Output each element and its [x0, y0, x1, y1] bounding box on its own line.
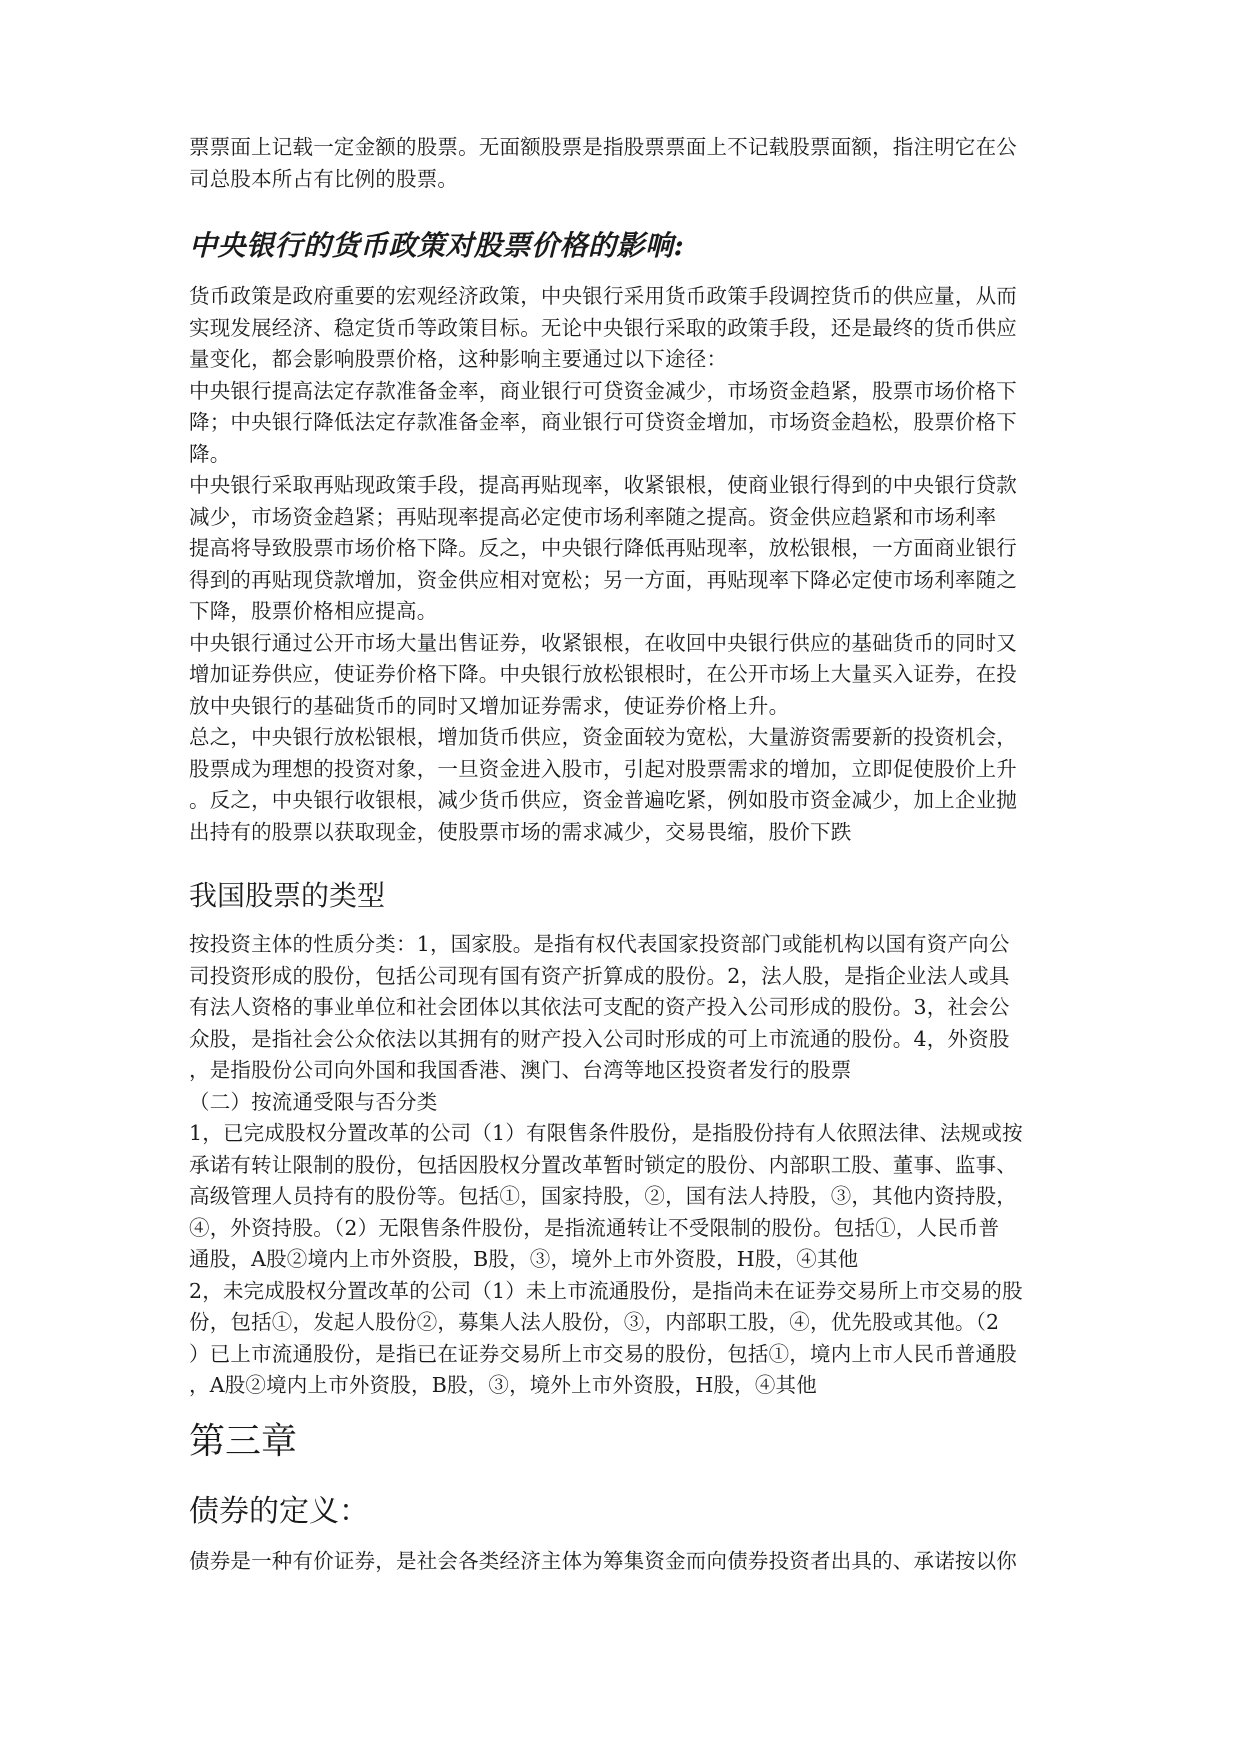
text-line: 总之，中央银行放松银根，增加货币供应，资金面较为宽松，大量游资需要新的投资机会， — [189, 725, 1017, 749]
text-line: 份，包括①，发起人股份②，募集人法人股份，③，内部职工股，④，优先股或其他。（2 — [189, 1310, 1000, 1334]
text-line: 股票成为理想的投资对象，一旦资金进入股市，引起对股票需求的增加，立即促使股价上升 — [189, 756, 1017, 781]
section-heading-bond-definition: 债券的定义： — [189, 1494, 369, 1529]
text-line: ，是指股份公司向外国和我国香港、澳门、台湾等地区投资者发行的股票 — [189, 1058, 852, 1082]
text-line: 有法人资格的事业单位和社会团体以其依法可支配的资产投入公司形成的股份。3，社会公 — [189, 995, 1010, 1019]
text-line: 中央银行采取再贴现政策手段，提高再贴现率，收紧银根，使商业银行得到的中央银行贷款 — [189, 473, 1017, 497]
text-line: 按投资主体的性质分类：1，国家股。是指有权代表国家投资部门或能机构以国有资产向公 — [189, 932, 1010, 956]
text-line: 中央银行提高法定存款准备金率，商业银行可贷资金减少，市场资金趋紧，股票市场价格下 — [189, 378, 1017, 403]
text-line: 通股，A股②境内上市外资股，B股，③，境外上市外资股，H股，④其他 — [189, 1247, 859, 1271]
text-line: 司投资形成的股份，包括公司现有国有资产折算成的股份。2，法人股，是指企业法人或具 — [189, 963, 1010, 988]
text-line: 下降，股票价格相应提高。 — [189, 599, 438, 623]
text-line: 高级管理人员持有的股份等。包括①，国家持股，②，国有法人持股，③，其他内资持股， — [189, 1184, 1017, 1208]
text-line: 债券是一种有价证券，是社会各类经济主体为筹集资金而向债券投资者出具的、承诺按以你 — [189, 1549, 1017, 1573]
text-line: 实现发展经济、稳定货币等政策目标。无论中央银行采取的政策手段，还是最终的货币供应 — [189, 315, 1017, 340]
text-line: 得到的再贴现贷款增加，资金供应相对宽松；另一方面，再贴现率下降必定使市场利率随之 — [189, 567, 1017, 592]
intro-paragraph — [189, 132, 1059, 195]
chapter-heading: 第三章 — [189, 1421, 298, 1462]
text-line: 放中央银行的基础货币的同时又增加证券需求，使证券价格上升。 — [189, 693, 790, 718]
text-line: 1，已完成股权分置改革的公司（1）有限售条件股份，是指股份持有人依照法律、法规或按 — [189, 1121, 1023, 1145]
section-bond-definition-body — [189, 1546, 1059, 1578]
text-line: 降。 — [189, 441, 231, 466]
text-line: 。反之，中央银行收银根，减少货币供应，资金普遍吃紧，例如股市资金减少，加上企业抛 — [189, 788, 1017, 812]
text-line: 2，未完成股权分置改革的公司（1）未上市流通股份，是指尚未在证券交易所上市交易的股 — [189, 1278, 1023, 1303]
section-monetary-policy-body — [189, 281, 1059, 848]
text-line: 承诺有转让限制的股份，包括因股权分置改革暂时锁定的股份、内部职工股、董事、监事、 — [189, 1152, 1017, 1177]
text-line: ④，外资持股。（2）无限售条件股份，是指流通转让不受限制的股份。包括①，人民币普 — [189, 1215, 1000, 1240]
section-heading-monetary-policy: 中央银行的货币政策对股票价格的影响: — [189, 229, 685, 262]
text-line: 票票面上记载一定金额的股票。无面额股票是指股票票面上不记载股票面额，指注明它在公 — [189, 135, 1017, 159]
text-line: 减少，市场资金趋紧；再贴现率提高必定使市场利率随之提高。资金供应趋紧和市场利率 — [189, 504, 997, 529]
text-line: 中央银行通过公开市场大量出售证券，收紧银根，在收回中央银行供应的基础货币的同时又 — [189, 630, 1017, 655]
text-line: 提高将导致股票市场价格下降。反之，中央银行降低再贴现率，放松银根，一方面商业银行 — [189, 536, 1017, 560]
text-line: 货币政策是政府重要的宏观经济政策，中央银行采用货币政策手段调控货币的供应量，从而 — [189, 284, 1017, 308]
text-line: ）已上市流通股份，是指已在证券交易所上市交易的股份，包括①，境内上市人民币普通股 — [189, 1341, 1017, 1366]
text-line: 降；中央银行降低法定存款准备金率，商业银行可贷资金增加，市场资金趋松，股票价格下 — [189, 410, 1017, 434]
text-line: 量变化，都会影响股票价格，这种影响主要通过以下途径： — [189, 347, 728, 371]
text-line: 出持有的股票以获取现金，使股票市场的需求减少，交易畏缩，股价下跌 — [189, 819, 852, 844]
text-line: 增加证券供应，使证券价格下降。中央银行放松银根时，在公开市场上大量买入证券，在投 — [189, 662, 1017, 686]
text-line: ，A股②境内上市外资股，B股，③，境外上市外资股，H股，④其他 — [189, 1373, 817, 1397]
text-line: 司总股本所占有比例的股票。 — [189, 166, 459, 191]
section-stock-types-body — [189, 929, 1059, 1402]
section-heading-stock-types: 我国股票的类型 — [189, 879, 386, 912]
text-line: （二）按流通受限与否分类 — [189, 1089, 438, 1114]
text-line: 众股，是指社会公众依法以其拥有的财产投入公司时形成的可上市流通的股份。4，外资股 — [189, 1026, 1010, 1051]
